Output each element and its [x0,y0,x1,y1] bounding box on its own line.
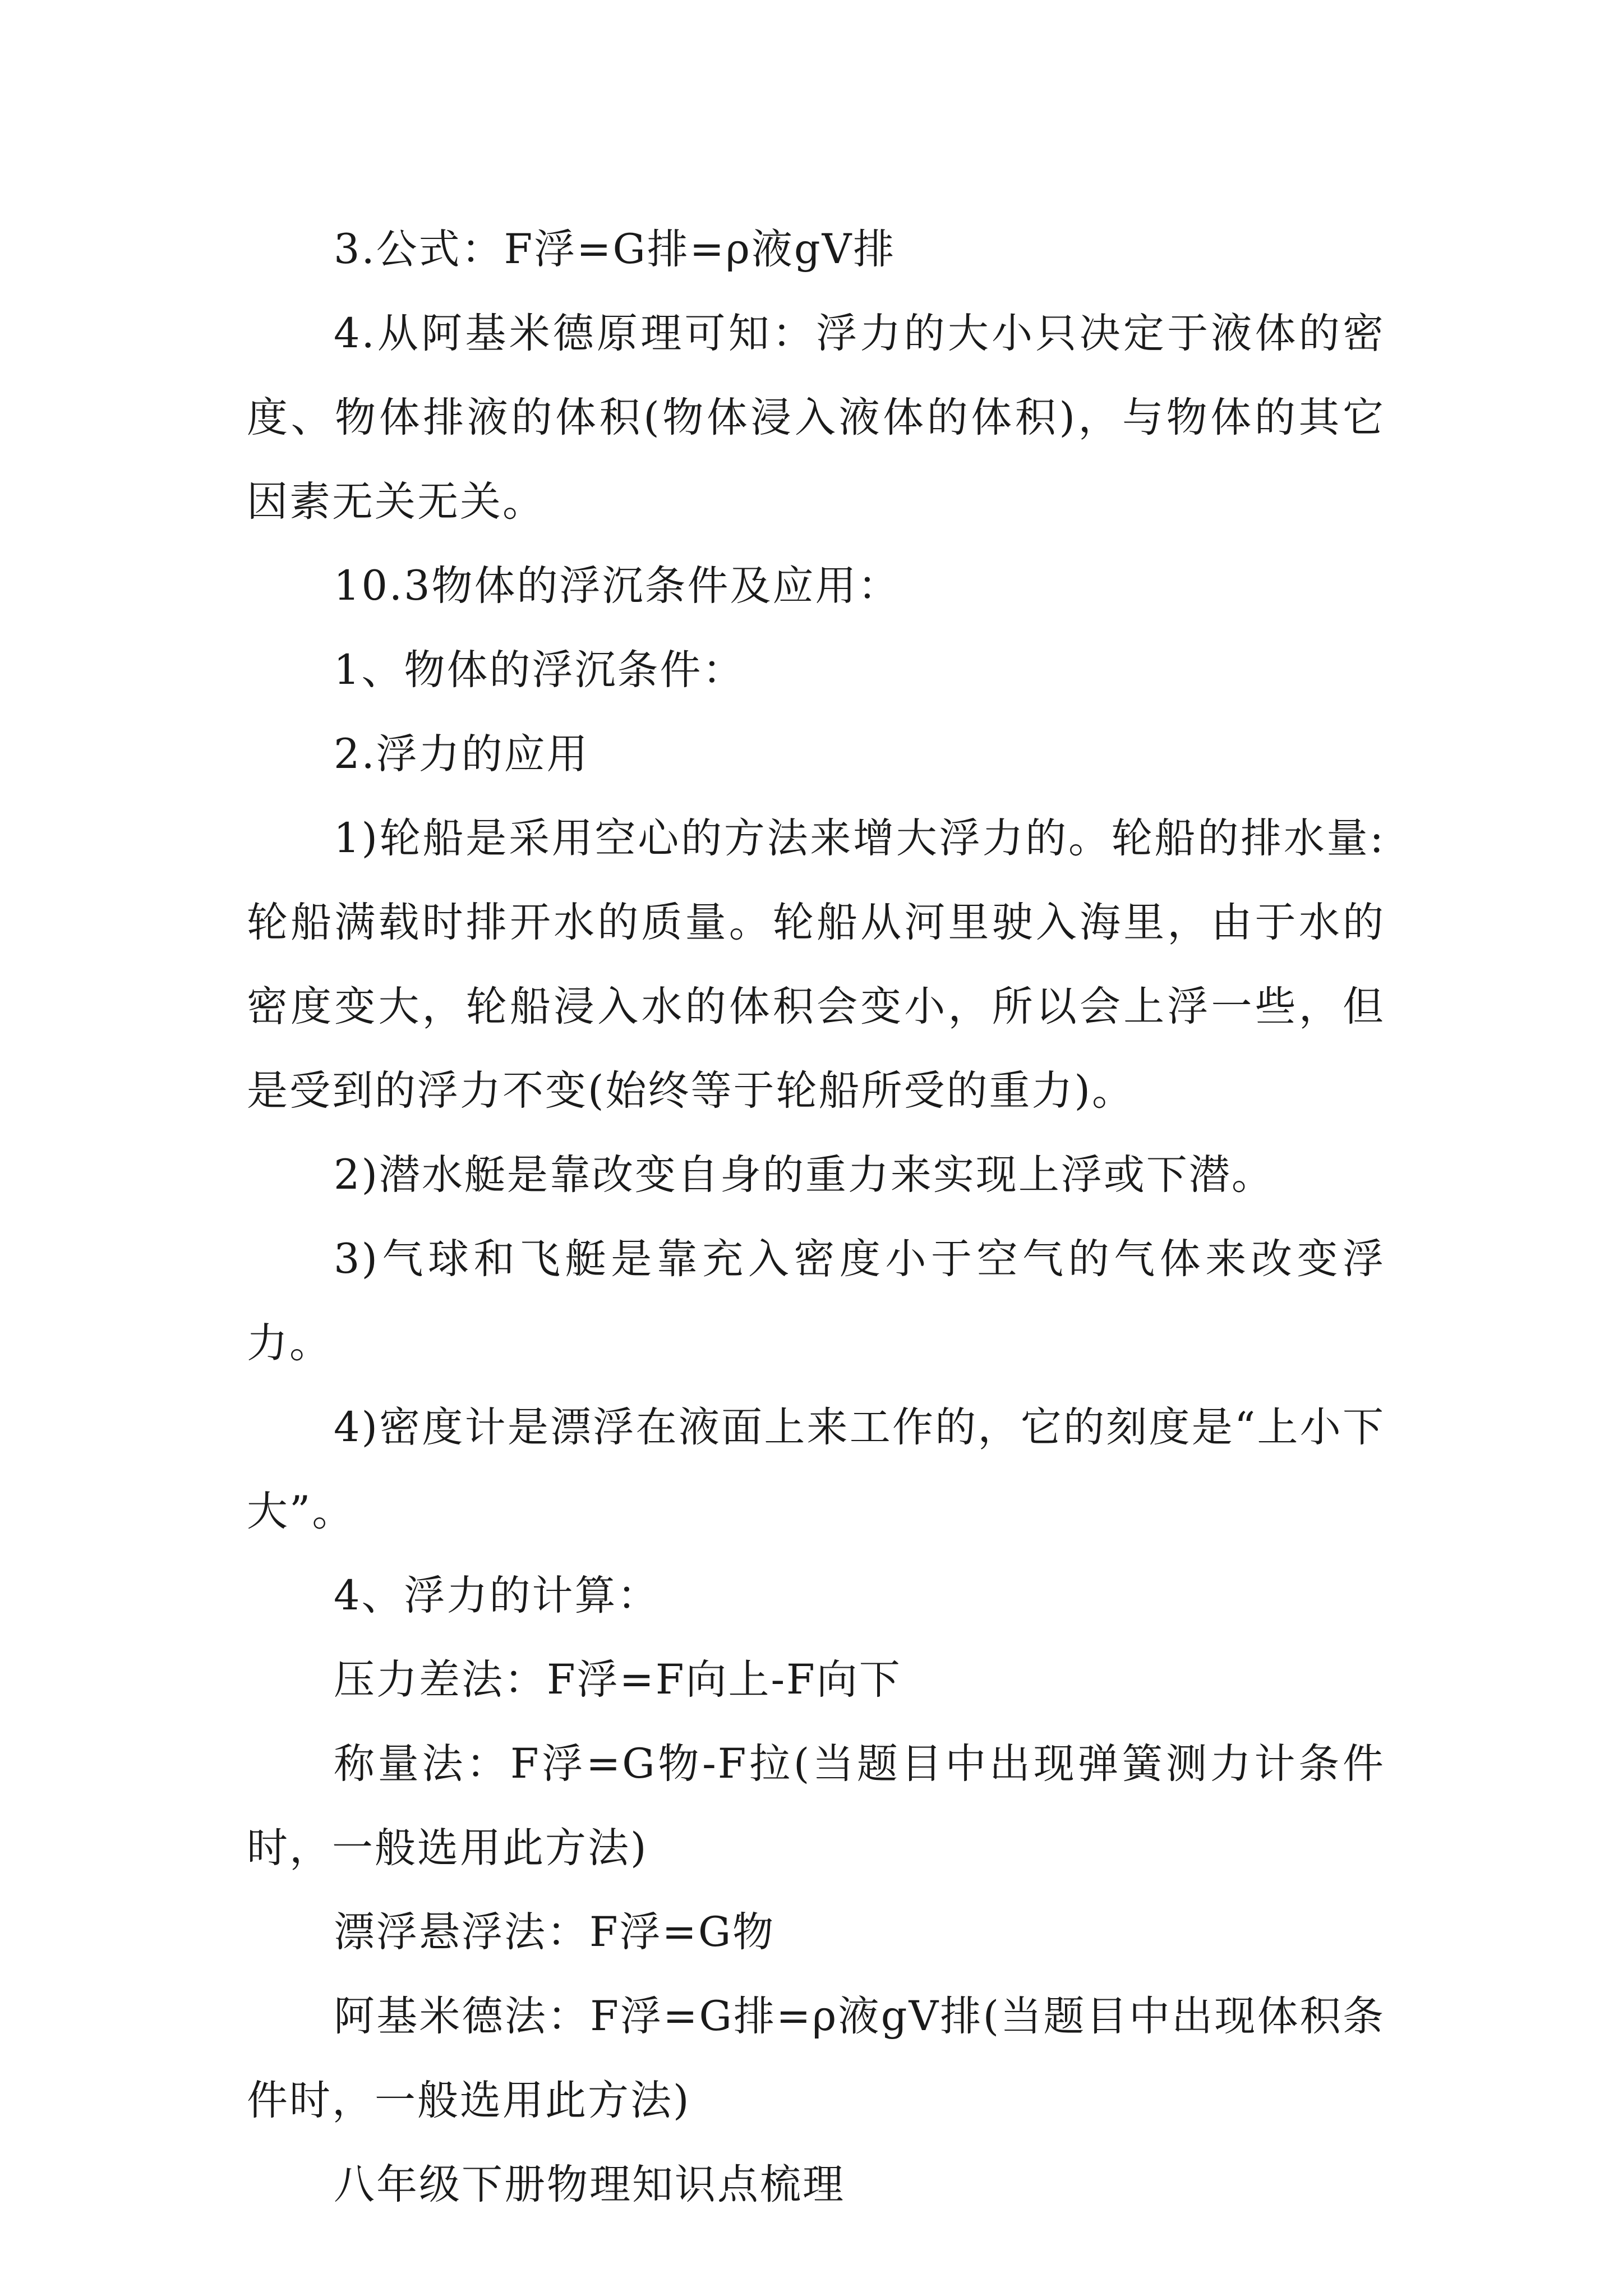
list-item-paragraph: 4)密度计是漂浮在液面上来工作的，它的刻度是“上小下大”。 [247,1404,1385,1535]
document-body [247,208,1385,2227]
method-paragraph: 称量法：F浮=G物-F拉(当题目中出现弹簧测力计条件时，一般选用此方法) [247,1740,1385,1872]
subsection-heading: 2.浮力的应用 [334,730,589,778]
list-item-paragraph: 2)潜水艇是靠改变自身的重力来实现上浮或下潜。 [334,1151,1274,1199]
method-paragraph: 漂浮悬浮法：F浮=G物 [334,1908,776,1956]
list-item-paragraph: 3)气球和飞艇是靠充入密度小于空气的气体来改变浮力。 [247,1235,1385,1367]
section-heading: 10.3物体的浮沉条件及应用： [334,562,901,610]
list-item-paragraph: 1)轮船是采用空心的方法来增大浮力的。轮船的排水量:轮船满载时排开水的质量。轮船从河里驶入海里，由于水的密度变大，轮船浸入水的体积会变小，所以会上浮一些，但是受到的浮力不变(始终等于轮船所受的重力)。 [247,815,1385,1115]
method-paragraph: 压力差法：F浮=F向上-F向下 [334,1656,902,1704]
subsection-heading: 4、浮力的计算： [334,1572,660,1619]
subsection-heading: 1、物体的浮沉条件： [334,646,745,694]
closing-title: 八年级下册物理知识点梳理 [334,2161,845,2208]
archimedes-conclusion-paragraph: 4.从阿基米德原理可知：浮力的大小只决定于液体的密度、物体排液的体积(物体浸入液体的体积)，与物体的其它因素无关无关。 [247,310,1385,526]
method-paragraph: 阿基米德法：F浮=G排=ρ液gV排(当题目中出现体积条件时，一般选用此方法) [247,1993,1386,2124]
formula-paragraph: 3.公式：F浮=G排=ρ液gV排 [334,226,896,273]
